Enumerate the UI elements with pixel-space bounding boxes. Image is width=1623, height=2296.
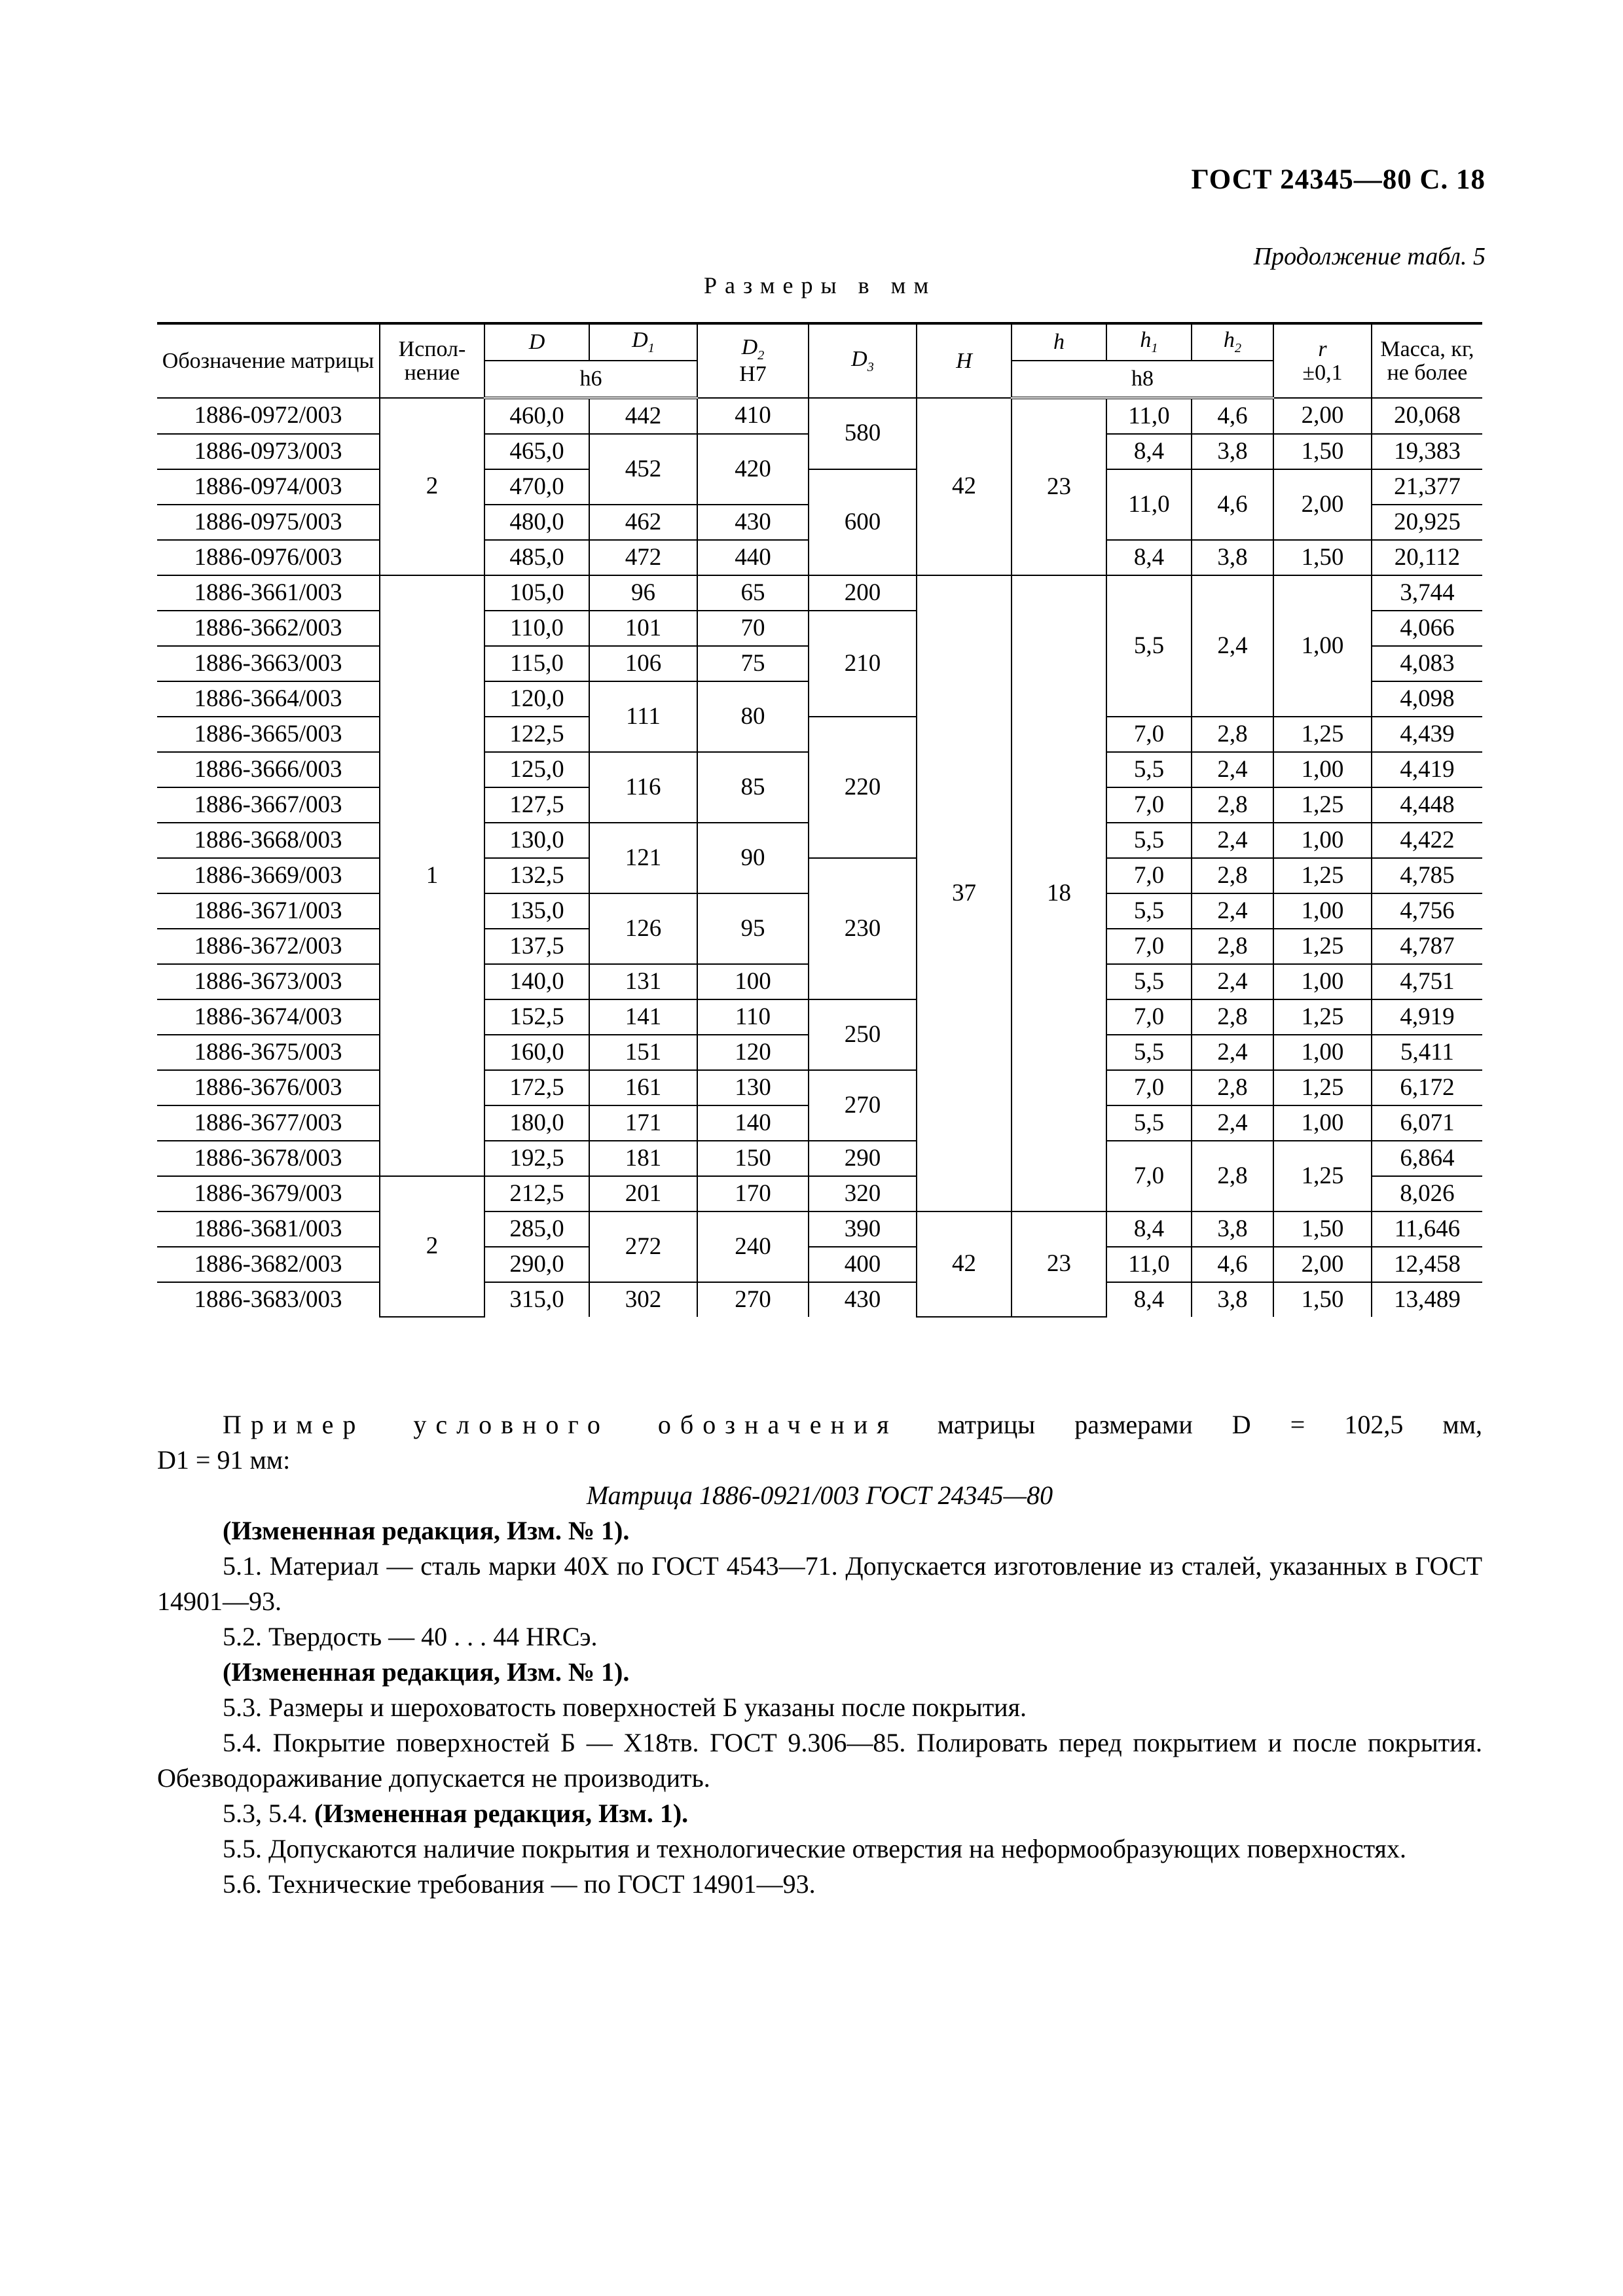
col-header-h-upper: H <box>917 323 1012 398</box>
cell-mass: 20,068 <box>1372 398 1482 434</box>
col-header-d3: $D_3$ <box>809 323 917 398</box>
cell-d1: 111 <box>589 681 697 752</box>
cell-d3: 270 <box>809 1070 917 1141</box>
paragraph-5-5: 5.5. Допускаются наличие покрытия и технологические отверстия на неформообразующих поверхностях. <box>223 1834 1406 1863</box>
cell-h2: 3,8 <box>1192 540 1273 575</box>
cell-mass: 19,383 <box>1372 434 1482 469</box>
cell-d: 460,0 <box>484 398 589 434</box>
cell-h2: 2,4 <box>1192 752 1273 787</box>
cell-d1: 116 <box>589 752 697 823</box>
cell-mass: 4,785 <box>1372 858 1482 893</box>
cell-h: 23 <box>1012 398 1106 575</box>
cell-mass: 4,919 <box>1372 999 1482 1035</box>
cell-d1: 171 <box>589 1105 697 1141</box>
cell-version: 2 <box>380 1176 484 1317</box>
cell-d: 192,5 <box>484 1141 589 1176</box>
cell-h1: 5,5 <box>1106 823 1192 858</box>
body-text <box>157 1407 1482 1902</box>
cell-d3: 320 <box>809 1176 917 1211</box>
cell-d: 160,0 <box>484 1035 589 1070</box>
cell-designation: 1886-3663/003 <box>157 646 380 681</box>
cell-designation: 1886-0973/003 <box>157 434 380 469</box>
cell-d3: 290 <box>809 1141 917 1176</box>
cell-d1: 302 <box>589 1282 697 1317</box>
cell-d2: 75 <box>697 646 809 681</box>
cell-h1: 7,0 <box>1106 999 1192 1035</box>
cell-r: 1,00 <box>1273 1105 1372 1141</box>
cell-r: 1,00 <box>1273 893 1372 929</box>
cell-mass: 4,419 <box>1372 752 1482 787</box>
cell-d2: 430 <box>697 505 809 540</box>
cell-designation: 1886-3661/003 <box>157 575 380 611</box>
col-header-d2: $D_2$ H7 <box>697 323 809 398</box>
cell-h1: 7,0 <box>1106 1070 1192 1105</box>
cell-h2: 2,8 <box>1192 1070 1273 1105</box>
cell-d2: 110 <box>697 999 809 1035</box>
cell-d3: 230 <box>809 858 917 999</box>
cell-d1: 442 <box>589 398 697 434</box>
cell-h1: 8,4 <box>1106 434 1192 469</box>
cell-mass: 4,787 <box>1372 929 1482 964</box>
cell-designation: 1886-3662/003 <box>157 611 380 646</box>
cell-designation: 1886-3672/003 <box>157 929 380 964</box>
cell-designation: 1886-0975/003 <box>157 505 380 540</box>
cell-mass: 4,756 <box>1372 893 1482 929</box>
cell-d: 212,5 <box>484 1176 589 1211</box>
table-row <box>157 999 1482 1035</box>
col-header-designation: Обозначение матрицы <box>157 323 380 398</box>
units-caption: Размеры в мм <box>704 272 937 298</box>
paragraph-5-3: 5.3. Размеры и шероховатость поверхностей Б указаны после покрытия. <box>223 1693 1027 1722</box>
cell-mass: 5,411 <box>1372 1035 1482 1070</box>
cell-r: 1,25 <box>1273 1141 1372 1211</box>
paragraph-5-1: 5.1. Материал — сталь марки 40Х по ГОСТ 4543—71. Допускается изготовление из сталей, указанных в ГОСТ 14901—93. <box>157 1551 1482 1616</box>
cell-d: 105,0 <box>484 575 589 611</box>
cell-d1: 472 <box>589 540 697 575</box>
cell-mass: 4,066 <box>1372 611 1482 646</box>
cell-d: 120,0 <box>484 681 589 717</box>
cell-d1: 101 <box>589 611 697 646</box>
cell-d2: 170 <box>697 1176 809 1211</box>
cell-d2: 65 <box>697 575 809 611</box>
cell-h1: 7,0 <box>1106 1141 1192 1211</box>
table-row <box>157 1282 1482 1317</box>
cell-r: 1,00 <box>1273 823 1372 858</box>
cell-d: 135,0 <box>484 893 589 929</box>
cell-h1: 11,0 <box>1106 1247 1192 1282</box>
cell-d1: 131 <box>589 964 697 999</box>
paragraph-5-2: 5.2. Твердость — 40 . . . 44 HRCэ. <box>223 1622 598 1651</box>
cell-h2: 2,8 <box>1192 787 1273 823</box>
cell-h2: 2,4 <box>1192 823 1273 858</box>
cell-d1: 151 <box>589 1035 697 1070</box>
cell-designation: 1886-3682/003 <box>157 1247 380 1282</box>
table-row <box>157 398 1482 434</box>
cell-mass: 20,112 <box>1372 540 1482 575</box>
cell-d2: 70 <box>697 611 809 646</box>
cell-d2: 120 <box>697 1035 809 1070</box>
cell-d: 465,0 <box>484 434 589 469</box>
cell-h2: 2,8 <box>1192 858 1273 893</box>
cell-designation: 1886-0972/003 <box>157 398 380 434</box>
cell-h1: 5,5 <box>1106 893 1192 929</box>
table-row <box>157 469 1482 505</box>
cell-h1: 7,0 <box>1106 858 1192 893</box>
cell-d: 172,5 <box>484 1070 589 1105</box>
cell-version: 1 <box>380 575 484 1176</box>
table-row <box>157 1070 1482 1105</box>
cell-r: 1,50 <box>1273 434 1372 469</box>
cell-h1: 11,0 <box>1106 398 1192 434</box>
cell-d2: 90 <box>697 823 809 893</box>
col-header-tol-h6: h6 <box>484 361 697 398</box>
cell-r: 1,50 <box>1273 1282 1372 1317</box>
cell-designation: 1886-3666/003 <box>157 752 380 787</box>
cell-designation: 1886-3664/003 <box>157 681 380 717</box>
cell-d2: 270 <box>697 1282 809 1317</box>
cell-d1: 161 <box>589 1070 697 1105</box>
cell-r: 2,00 <box>1273 1247 1372 1282</box>
table-row <box>157 858 1482 893</box>
cell-h2: 2,8 <box>1192 1141 1273 1211</box>
example-line-1: Пример условного обозначения матрицы размерами D = 102,5 мм, <box>223 1410 1482 1439</box>
cell-h1: 8,4 <box>1106 1211 1192 1247</box>
cell-d: 290,0 <box>484 1247 589 1282</box>
cell-d: 132,5 <box>484 858 589 893</box>
cell-designation: 1886-3671/003 <box>157 893 380 929</box>
cell-d2: 130 <box>697 1070 809 1105</box>
cell-designation: 1886-3669/003 <box>157 858 380 893</box>
cell-d3: 220 <box>809 717 917 858</box>
cell-d: 110,0 <box>484 611 589 646</box>
cell-d: 485,0 <box>484 540 589 575</box>
cell-h1: 7,0 <box>1106 717 1192 752</box>
cell-mass: 6,071 <box>1372 1105 1482 1141</box>
table-row <box>157 1211 1482 1247</box>
cell-h2: 3,8 <box>1192 1282 1273 1317</box>
cell-r: 1,00 <box>1273 1035 1372 1070</box>
cell-d: 115,0 <box>484 646 589 681</box>
cell-h2: 2,4 <box>1192 575 1273 717</box>
cell-mass: 12,458 <box>1372 1247 1482 1282</box>
cell-d: 140,0 <box>484 964 589 999</box>
cell-mass: 8,026 <box>1372 1176 1482 1211</box>
cell-designation: 1886-3678/003 <box>157 1141 380 1176</box>
cell-designation: 1886-0976/003 <box>157 540 380 575</box>
cell-h1: 8,4 <box>1106 540 1192 575</box>
cell-d2: 85 <box>697 752 809 823</box>
cell-h1: 5,5 <box>1106 575 1192 717</box>
cell-mass: 4,422 <box>1372 823 1482 858</box>
cell-d2: 150 <box>697 1141 809 1176</box>
cell-d2: 240 <box>697 1211 809 1282</box>
col-header-mass: Масса, кг, не более <box>1372 323 1482 398</box>
cell-d1: 272 <box>589 1211 697 1282</box>
cell-h2: 3,8 <box>1192 434 1273 469</box>
cell-h: 18 <box>1012 575 1106 1211</box>
cell-r: 1,50 <box>1273 1211 1372 1247</box>
cell-d: 180,0 <box>484 1105 589 1141</box>
example-designation: Матрица 1886-0921/003 ГОСТ 24345—80 <box>586 1480 1053 1510</box>
matrix-dimensions-table <box>157 322 1482 1318</box>
cell-r: 2,00 <box>1273 469 1372 540</box>
cell-d: 315,0 <box>484 1282 589 1317</box>
cell-h-upper: 42 <box>917 1211 1012 1317</box>
cell-d1: 181 <box>589 1141 697 1176</box>
cell-h1: 5,5 <box>1106 1035 1192 1070</box>
cell-d: 137,5 <box>484 929 589 964</box>
cell-d1: 462 <box>589 505 697 540</box>
cell-d: 152,5 <box>484 999 589 1035</box>
cell-d3: 250 <box>809 999 917 1070</box>
cell-h2: 2,8 <box>1192 717 1273 752</box>
cell-h-upper: 42 <box>917 398 1012 575</box>
cell-r: 1,25 <box>1273 858 1372 893</box>
cell-h2: 2,4 <box>1192 1035 1273 1070</box>
col-header-d: D <box>484 323 589 361</box>
cell-designation: 1886-3667/003 <box>157 787 380 823</box>
paragraph-5-6: 5.6. Технические требования — по ГОСТ 14901—93. <box>223 1869 816 1899</box>
cell-h2: 3,8 <box>1192 1211 1273 1247</box>
cell-r: 1,00 <box>1273 964 1372 999</box>
table-continuation-label: Продолжение табл. 5 <box>1253 243 1486 270</box>
cell-d: 130,0 <box>484 823 589 858</box>
cell-h1: 5,5 <box>1106 964 1192 999</box>
amendment-note-2: (Измененная редакция, Изм. № 1). <box>223 1657 630 1687</box>
cell-d1: 106 <box>589 646 697 681</box>
cell-d: 470,0 <box>484 469 589 505</box>
table-row <box>157 1247 1482 1282</box>
cell-r: 1,25 <box>1273 717 1372 752</box>
cell-h1: 7,0 <box>1106 929 1192 964</box>
cell-designation: 1886-3681/003 <box>157 1211 380 1247</box>
cell-d: 285,0 <box>484 1211 589 1247</box>
cell-d1: 121 <box>589 823 697 893</box>
table-row <box>157 575 1482 611</box>
cell-mass: 21,377 <box>1372 469 1482 505</box>
cell-r: 1,25 <box>1273 1070 1372 1105</box>
cell-d: 127,5 <box>484 787 589 823</box>
cell-h1: 5,5 <box>1106 752 1192 787</box>
cell-designation: 1886-3679/003 <box>157 1176 380 1211</box>
cell-version: 2 <box>380 398 484 575</box>
cell-h2: 2,4 <box>1192 893 1273 929</box>
cell-mass: 13,489 <box>1372 1282 1482 1317</box>
example-line-2: D1 = 91 мм: <box>157 1445 291 1475</box>
cell-d2: 100 <box>697 964 809 999</box>
cell-mass: 6,864 <box>1372 1141 1482 1176</box>
cell-d2: 95 <box>697 893 809 964</box>
cell-h2: 4,6 <box>1192 1247 1273 1282</box>
cell-r: 1,25 <box>1273 787 1372 823</box>
cell-designation: 1886-3668/003 <box>157 823 380 858</box>
cell-mass: 11,646 <box>1372 1211 1482 1247</box>
cell-d: 122,5 <box>484 717 589 752</box>
cell-designation: 1886-3683/003 <box>157 1282 380 1317</box>
cell-designation: 1886-0974/003 <box>157 469 380 505</box>
cell-d2: 420 <box>697 434 809 505</box>
cell-mass: 4,098 <box>1372 681 1482 717</box>
cell-designation: 1886-3665/003 <box>157 717 380 752</box>
cell-d1: 126 <box>589 893 697 964</box>
cell-r: 1,25 <box>1273 999 1372 1035</box>
cell-r: 1,50 <box>1273 540 1372 575</box>
cell-h2: 2,8 <box>1192 929 1273 964</box>
cell-r: 1,00 <box>1273 752 1372 787</box>
cell-d3: 210 <box>809 611 917 717</box>
cell-h2: 2,8 <box>1192 999 1273 1035</box>
cell-d1: 141 <box>589 999 697 1035</box>
cell-designation: 1886-3677/003 <box>157 1105 380 1141</box>
cell-d3: 200 <box>809 575 917 611</box>
cell-d2: 140 <box>697 1105 809 1141</box>
table-row <box>157 717 1482 752</box>
cell-mass: 4,439 <box>1372 717 1482 752</box>
col-header-h1: $h_1$ <box>1106 323 1192 361</box>
cell-designation: 1886-3675/003 <box>157 1035 380 1070</box>
cell-d1: 96 <box>589 575 697 611</box>
cell-h1: 8,4 <box>1106 1282 1192 1317</box>
cell-r: 1,00 <box>1273 575 1372 717</box>
cell-h2: 2,4 <box>1192 1105 1273 1141</box>
cell-r: 2,00 <box>1273 398 1372 434</box>
cell-d3: 400 <box>809 1247 917 1282</box>
cell-mass: 20,925 <box>1372 505 1482 540</box>
cell-r: 1,25 <box>1273 929 1372 964</box>
cell-d3: 390 <box>809 1211 917 1247</box>
paragraph-5-3-5-4: 5.3, 5.4. (Измененная редакция, Изм. 1). <box>223 1799 689 1828</box>
cell-h-upper: 37 <box>917 575 1012 1211</box>
cell-mass: 4,448 <box>1372 787 1482 823</box>
cell-h: 23 <box>1012 1211 1106 1317</box>
cell-d3: 430 <box>809 1282 917 1317</box>
table-row <box>157 1141 1482 1176</box>
cell-designation: 1886-3673/003 <box>157 964 380 999</box>
cell-h2: 4,6 <box>1192 398 1273 434</box>
cell-h2: 4,6 <box>1192 469 1273 540</box>
cell-d1: 201 <box>589 1176 697 1211</box>
cell-d2: 80 <box>697 681 809 752</box>
cell-h1: 5,5 <box>1106 1105 1192 1141</box>
cell-h2: 2,4 <box>1192 964 1273 999</box>
col-header-version: Исполнение <box>380 323 484 398</box>
cell-d: 125,0 <box>484 752 589 787</box>
paragraph-5-4: 5.4. Покрытие поверхностей Б — Х18тв. ГОСТ 9.306—85. Полировать перед покрытием и после покрытия. Обезводораживание допускается не производить. <box>157 1728 1482 1793</box>
cell-d1: 452 <box>589 434 697 505</box>
col-header-tol-h8: h8 <box>1012 361 1273 398</box>
col-header-h: h <box>1012 323 1106 361</box>
col-header-h2: $h_2$ <box>1192 323 1273 361</box>
col-header-r: r ±0,1 <box>1273 323 1372 398</box>
cell-mass: 4,751 <box>1372 964 1482 999</box>
cell-h1: 11,0 <box>1106 469 1192 540</box>
amendment-note-1: (Измененная редакция, Изм. № 1). <box>223 1516 630 1545</box>
cell-mass: 3,744 <box>1372 575 1482 611</box>
cell-d: 480,0 <box>484 505 589 540</box>
cell-d3: 600 <box>809 469 917 575</box>
cell-h1: 7,0 <box>1106 787 1192 823</box>
col-header-d1: $D_1$ <box>589 323 697 361</box>
cell-mass: 6,172 <box>1372 1070 1482 1105</box>
cell-mass: 4,083 <box>1372 646 1482 681</box>
cell-d3: 580 <box>809 398 917 469</box>
cell-designation: 1886-3676/003 <box>157 1070 380 1105</box>
page-title: ГОСТ 24345—80 С. 18 <box>1191 164 1486 195</box>
cell-designation: 1886-3674/003 <box>157 999 380 1035</box>
cell-d2: 410 <box>697 398 809 434</box>
cell-d2: 440 <box>697 540 809 575</box>
